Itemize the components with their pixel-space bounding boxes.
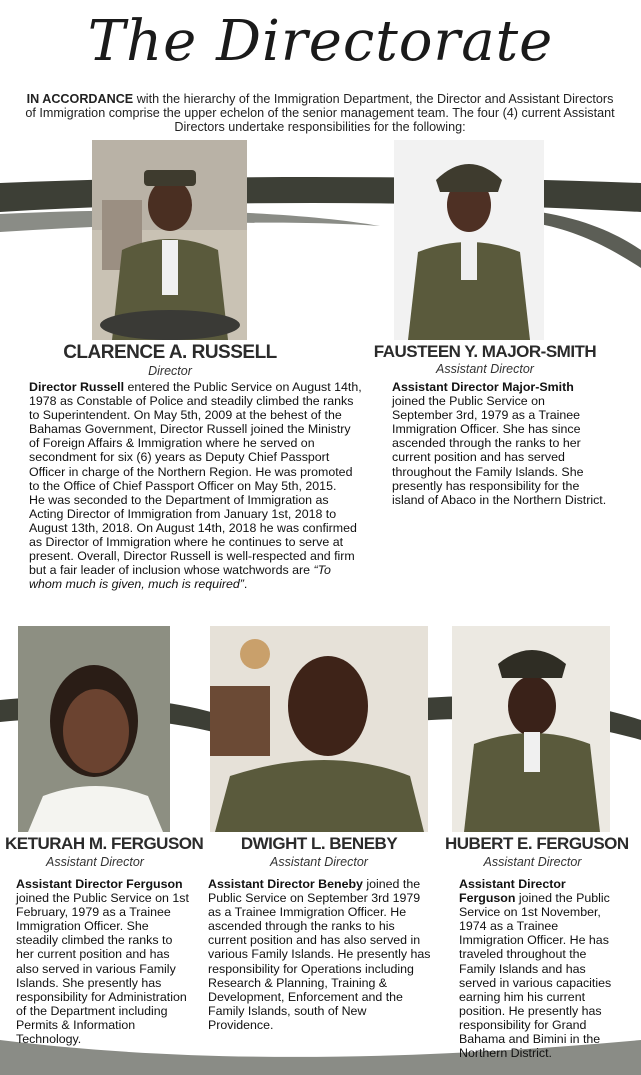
photo-dwight-beneby	[210, 626, 428, 832]
bio-text: joined the Public Service on 1st November, 1974 as a Trainee Immigration Officer. He has traveled throughout the Family Islands and has served in various capacities earning him his current position. He presently has responsibility for Grand Bahama and Bimini in the Northern District.	[459, 891, 612, 1061]
photo-keturah-ferguson	[18, 626, 170, 832]
photo-hubert-ferguson	[452, 626, 610, 832]
name-keturah-ferguson: KETURAH M. FERGUSON	[5, 834, 204, 853]
name-clarence-russell: CLARENCE A. RUSSELL	[63, 342, 277, 363]
intro-text: with the hierarchy of the Immigration Department, the Director and Assistant Directors of Immigration comprise the upper echelon of the senior management team. The four (4) current Assistant Directors undertake responsibilities for the following:	[25, 92, 615, 134]
bio-keturah-ferguson	[16, 877, 191, 1046]
role-clarence-russell: Director	[148, 364, 192, 378]
bio-text: entered the Public Service on August 14th, 1978 as Constable of Police and steadily climbed the ranks to Superintendent. On May 5th, 2009 at the behest of the Bahamas Government, Director Russell joined the Ministry of Foreign Affairs & Immigration where he served on secondment for six (6) years as Deputy Chief Passport Officer in charge of the Northern Region. He was promoted to the Office of Chief Passport Officer on May 5th, 2015.	[29, 380, 362, 493]
bio-text: joined the Public Service on 1st February, 1979 as a Trainee Immigration Officer. She steadily climbed the ranks to her current position and has also served in various Family Islands. She presently has responsibility for Administration of the Department including Permits & Information Technology.	[16, 891, 189, 1047]
role-fausteen-major-smith: Assistant Director	[436, 362, 534, 376]
bio-lead: Director Russell	[29, 380, 125, 394]
role-keturah-ferguson: Assistant Director	[46, 855, 144, 869]
role-hubert-ferguson: Assistant Director	[483, 855, 582, 869]
bio-text: .	[243, 577, 248, 592]
bio-quote: “To whom much is given, much is required”	[29, 563, 331, 592]
role-dwight-beneby: Assistant Director	[270, 855, 368, 869]
photo-clarence-russell	[92, 140, 247, 340]
name-fausteen-major-smith: FAUSTEEN Y. MAJOR-SMITH	[373, 342, 597, 361]
name-dwight-beneby: DWIGHT L. BENEBY	[240, 834, 398, 853]
intro-lead: IN ACCORDANCE	[26, 92, 134, 106]
bio-fausteen-major-smith	[392, 380, 607, 507]
intro-paragraph	[20, 92, 620, 134]
bio-lead: Assistant Director Ferguson	[16, 877, 183, 891]
bio-lead: Assistant Director Ferguson	[459, 877, 566, 906]
bio-clarence-russell	[29, 380, 364, 591]
bio-lead: Assistant Director Beneby	[208, 877, 363, 891]
name-hubert-ferguson: HUBERT E. FERGUSON	[445, 834, 629, 853]
photo-fausteen-major-smith	[394, 140, 544, 340]
bio-text: joined the Public Service on September 3rd, 1979 as a Trainee Immigration Officer. She has since ascended through the ranks to her current position and has served throughout the Family Islands. She presently has responsibility for the island of Abaco in the Northern District.	[392, 394, 607, 507]
page-title: The Directorate	[87, 9, 554, 74]
bio-text: joined the Public Service on September 3rd 1979 as a Trainee Immigration Officer. He ascended through the ranks to his current position and has also served in various Family Islands. He presently has responsibility for Operations including Research & Planning, Training & Development, Enforcement and the Family Islands, south of New Providence.	[208, 877, 431, 1032]
bio-lead: Assistant Director Major-Smith	[392, 380, 574, 394]
bio-dwight-beneby	[208, 877, 433, 1032]
bio-hubert-ferguson	[459, 877, 619, 1060]
bio-text: He was seconded to the Department of Immigration as Acting Director of Immigration from January 1st, 2018 to August 13th, 2018. On August 14th, 2018 he was confirmed as Director of Immigration where he continues to serve at present. Overall, Director Russell is well-respected and firm but a fair leader of inclusion whose watchwords are	[29, 492, 357, 578]
